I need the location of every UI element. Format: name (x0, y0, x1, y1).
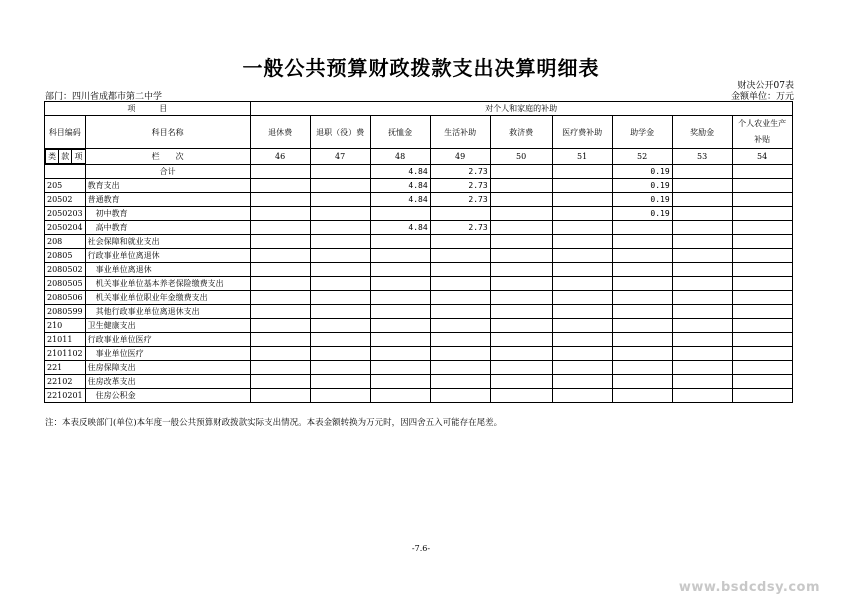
row-value (552, 179, 612, 193)
row-value: 2.73 (430, 179, 490, 193)
row-value (250, 179, 310, 193)
row-value (552, 249, 612, 263)
table-row (45, 375, 793, 389)
table-row (45, 277, 793, 291)
row-value (552, 389, 612, 403)
row-value (250, 305, 310, 319)
total-value (490, 165, 552, 179)
row-value (490, 375, 552, 389)
row-code: 22102 (45, 375, 86, 389)
sub-label: 类 (46, 150, 59, 164)
total-value (310, 165, 370, 179)
row-value (490, 389, 552, 403)
row-value (250, 347, 310, 361)
row-value (250, 277, 310, 291)
footnote: 注：本表反映部门(单位)本年度一般公共预算财政拨款实际支出情况。本表金额转换为万元时，因四舍五入可能存在尾差。 (45, 418, 503, 428)
header-row-2 (45, 116, 793, 149)
row-code: 2210201 (45, 389, 86, 403)
row-value: 0.19 (612, 179, 672, 193)
table-row (45, 389, 793, 403)
sub-label: 项 (72, 150, 85, 164)
col-header: 个人农业生产补贴 (732, 116, 792, 149)
row-code: 208 (45, 235, 86, 249)
row-value (490, 263, 552, 277)
total-value (552, 165, 612, 179)
page-title: 一般公共预算财政拨款支出决算明细表 (242, 56, 600, 80)
total-code-cell (45, 165, 86, 179)
row-value (732, 277, 792, 291)
total-value (250, 165, 310, 179)
lanci-label: 栏 次 (85, 149, 250, 165)
total-value: 0.19 (612, 165, 672, 179)
row-value (310, 249, 370, 263)
row-value (732, 389, 792, 403)
row-value (430, 375, 490, 389)
row-value (612, 319, 672, 333)
row-value (370, 375, 430, 389)
col-header: 奖励金 (672, 116, 732, 149)
row-value (430, 235, 490, 249)
row-value (732, 361, 792, 375)
table-row (45, 263, 793, 277)
row-value (672, 375, 732, 389)
row-value (552, 221, 612, 235)
row-code: 2050204 (45, 221, 86, 235)
row-value: 0.19 (612, 193, 672, 207)
row-value (490, 361, 552, 375)
row-value (672, 333, 732, 347)
row-code: 221 (45, 361, 86, 375)
watermark: www.bsdcdsy.com (678, 580, 820, 595)
row-value (672, 179, 732, 193)
row-name: 机关事业单位基本养老保险缴费支出 (85, 277, 250, 291)
row-name: 其他行政事业单位离退休支出 (85, 305, 250, 319)
name-header: 科目名称 (85, 116, 250, 149)
row-value (732, 319, 792, 333)
total-row (45, 165, 793, 179)
col-header: 抚恤金 (370, 116, 430, 149)
row-value (732, 207, 792, 221)
row-value (732, 347, 792, 361)
row-code: 205 (45, 179, 86, 193)
total-value: 2.73 (430, 165, 490, 179)
row-value (612, 375, 672, 389)
row-value (310, 277, 370, 291)
row-value (430, 347, 490, 361)
row-value (612, 361, 672, 375)
sub-category-cell (45, 149, 86, 165)
row-value (370, 263, 430, 277)
row-value (490, 179, 552, 193)
row-value (250, 193, 310, 207)
row-value (310, 375, 370, 389)
row-name: 卫生健康支出 (85, 319, 250, 333)
row-value (310, 347, 370, 361)
row-value (672, 193, 732, 207)
table-row (45, 333, 793, 347)
row-name: 教育支出 (85, 179, 250, 193)
row-code: 2101102 (45, 347, 86, 361)
row-value (310, 389, 370, 403)
row-value (310, 221, 370, 235)
row-value (310, 305, 370, 319)
row-value (310, 333, 370, 347)
row-value (672, 207, 732, 221)
row-value (310, 291, 370, 305)
row-value (430, 333, 490, 347)
row-value (310, 193, 370, 207)
col-header: 退休费 (250, 116, 310, 149)
row-value (370, 305, 430, 319)
row-value (370, 333, 430, 347)
row-value (552, 291, 612, 305)
row-value (612, 249, 672, 263)
row-value (430, 207, 490, 221)
row-name: 行政事业单位离退休 (85, 249, 250, 263)
table-row (45, 319, 793, 333)
row-value (672, 277, 732, 291)
row-value (310, 361, 370, 375)
total-value (732, 165, 792, 179)
row-value (250, 375, 310, 389)
row-value: 2.73 (430, 221, 490, 235)
row-value (672, 361, 732, 375)
row-name: 普通教育 (85, 193, 250, 207)
row-name: 高中教育 (85, 221, 250, 235)
row-value (490, 277, 552, 291)
col-number: 53 (672, 149, 732, 165)
row-value (250, 319, 310, 333)
total-value (672, 165, 732, 179)
col-number: 52 (612, 149, 672, 165)
table-row (45, 235, 793, 249)
row-value (612, 347, 672, 361)
row-value (310, 319, 370, 333)
row-code: 2080599 (45, 305, 86, 319)
table-row (45, 361, 793, 375)
row-value (672, 389, 732, 403)
row-value (250, 207, 310, 221)
total-label: 合计 (85, 165, 250, 179)
row-value: 0.19 (612, 207, 672, 221)
col-number: 50 (490, 149, 552, 165)
row-value (250, 361, 310, 375)
row-value (370, 235, 430, 249)
row-value (552, 193, 612, 207)
table-row (45, 207, 793, 221)
row-value (612, 263, 672, 277)
row-name: 行政事业单位医疗 (85, 333, 250, 347)
row-value (310, 207, 370, 221)
row-value (732, 291, 792, 305)
row-value (310, 235, 370, 249)
row-value (672, 319, 732, 333)
row-code: 2080505 (45, 277, 86, 291)
row-value: 4.84 (370, 193, 430, 207)
row-value (552, 347, 612, 361)
row-value (370, 347, 430, 361)
row-value (250, 249, 310, 263)
row-value (430, 291, 490, 305)
row-code: 210 (45, 319, 86, 333)
row-code: 2050203 (45, 207, 86, 221)
row-name: 住房保障支出 (85, 361, 250, 375)
row-value (490, 235, 552, 249)
table-row (45, 291, 793, 305)
row-name: 机关事业单位职业年金缴费支出 (85, 291, 250, 305)
row-value (430, 389, 490, 403)
row-value (490, 319, 552, 333)
row-value (552, 207, 612, 221)
row-value (732, 221, 792, 235)
table-row (45, 249, 793, 263)
form-number: 财决公开07表 (737, 81, 794, 91)
row-value (250, 291, 310, 305)
row-value (552, 361, 612, 375)
row-code: 2080502 (45, 263, 86, 277)
row-code: 2080506 (45, 291, 86, 305)
total-value: 4.84 (370, 165, 430, 179)
table-row (45, 179, 793, 193)
row-value (430, 277, 490, 291)
row-value (490, 305, 552, 319)
row-value (490, 221, 552, 235)
row-value (370, 361, 430, 375)
row-value: 4.84 (370, 179, 430, 193)
row-code: 21011 (45, 333, 86, 347)
row-value (732, 235, 792, 249)
row-name: 事业单位离退休 (85, 263, 250, 277)
row-value (370, 291, 430, 305)
col-header: 医疗费补助 (552, 116, 612, 149)
row-value (370, 277, 430, 291)
row-name: 事业单位医疗 (85, 347, 250, 361)
row-value (490, 347, 552, 361)
row-value (430, 305, 490, 319)
row-value (732, 375, 792, 389)
row-value (490, 291, 552, 305)
row-value (612, 235, 672, 249)
row-value (672, 221, 732, 235)
table-row (45, 221, 793, 235)
row-value (732, 263, 792, 277)
table-row (45, 193, 793, 207)
row-value (430, 319, 490, 333)
row-value (250, 221, 310, 235)
row-value (732, 249, 792, 263)
col-number: 54 (732, 149, 792, 165)
page-number: -7.6- (411, 544, 431, 553)
row-value (430, 249, 490, 263)
row-name: 住房改革支出 (85, 375, 250, 389)
row-value (672, 305, 732, 319)
row-value (370, 207, 430, 221)
row-value (552, 263, 612, 277)
row-value (672, 235, 732, 249)
department-label: 部门：四川省成都市第二中学 (45, 92, 163, 102)
row-code: 20502 (45, 193, 86, 207)
col-number: 49 (430, 149, 490, 165)
col-number: 48 (370, 149, 430, 165)
row-value (612, 291, 672, 305)
row-value: 2.73 (430, 193, 490, 207)
col-number: 47 (310, 149, 370, 165)
row-value (732, 193, 792, 207)
row-value (612, 305, 672, 319)
row-name: 住房公积金 (85, 389, 250, 403)
row-value (250, 389, 310, 403)
row-value (552, 235, 612, 249)
row-value (552, 333, 612, 347)
row-value (370, 389, 430, 403)
col-number: 46 (250, 149, 310, 165)
lanci-row (45, 149, 793, 165)
row-value (612, 389, 672, 403)
col-header: 生活补助 (430, 116, 490, 149)
group-header: 对个人和家庭的补助 (250, 102, 792, 116)
row-name: 社会保障和就业支出 (85, 235, 250, 249)
row-value (250, 235, 310, 249)
row-value (612, 221, 672, 235)
col-header: 助学金 (612, 116, 672, 149)
col-number: 51 (552, 149, 612, 165)
row-code: 20805 (45, 249, 86, 263)
expenditure-table (44, 101, 793, 403)
row-value (552, 277, 612, 291)
row-value (552, 319, 612, 333)
row-value (250, 333, 310, 347)
table-row (45, 347, 793, 361)
col-header: 退职（役）费 (310, 116, 370, 149)
row-value (612, 333, 672, 347)
row-value (370, 249, 430, 263)
row-value (672, 347, 732, 361)
row-value (490, 333, 552, 347)
row-value (490, 193, 552, 207)
row-value (732, 305, 792, 319)
row-value (552, 305, 612, 319)
row-value (672, 291, 732, 305)
row-value (672, 249, 732, 263)
row-value (310, 263, 370, 277)
code-header: 科目编码 (45, 116, 86, 149)
row-value (430, 361, 490, 375)
row-name: 初中教育 (85, 207, 250, 221)
row-value (490, 207, 552, 221)
row-value (552, 375, 612, 389)
row-value (430, 263, 490, 277)
project-header: 项 目 (45, 102, 251, 116)
table-row (45, 305, 793, 319)
row-value (310, 179, 370, 193)
sub-label: 款 (59, 150, 72, 164)
row-value (612, 277, 672, 291)
row-value (370, 319, 430, 333)
row-value: 4.84 (370, 221, 430, 235)
row-value (732, 179, 792, 193)
row-value (250, 263, 310, 277)
row-value (490, 249, 552, 263)
header-row-1 (45, 102, 793, 116)
unit-label: 金额单位：万元 (730, 92, 794, 102)
col-header: 救济费 (490, 116, 552, 149)
row-value (672, 263, 732, 277)
row-value (732, 333, 792, 347)
